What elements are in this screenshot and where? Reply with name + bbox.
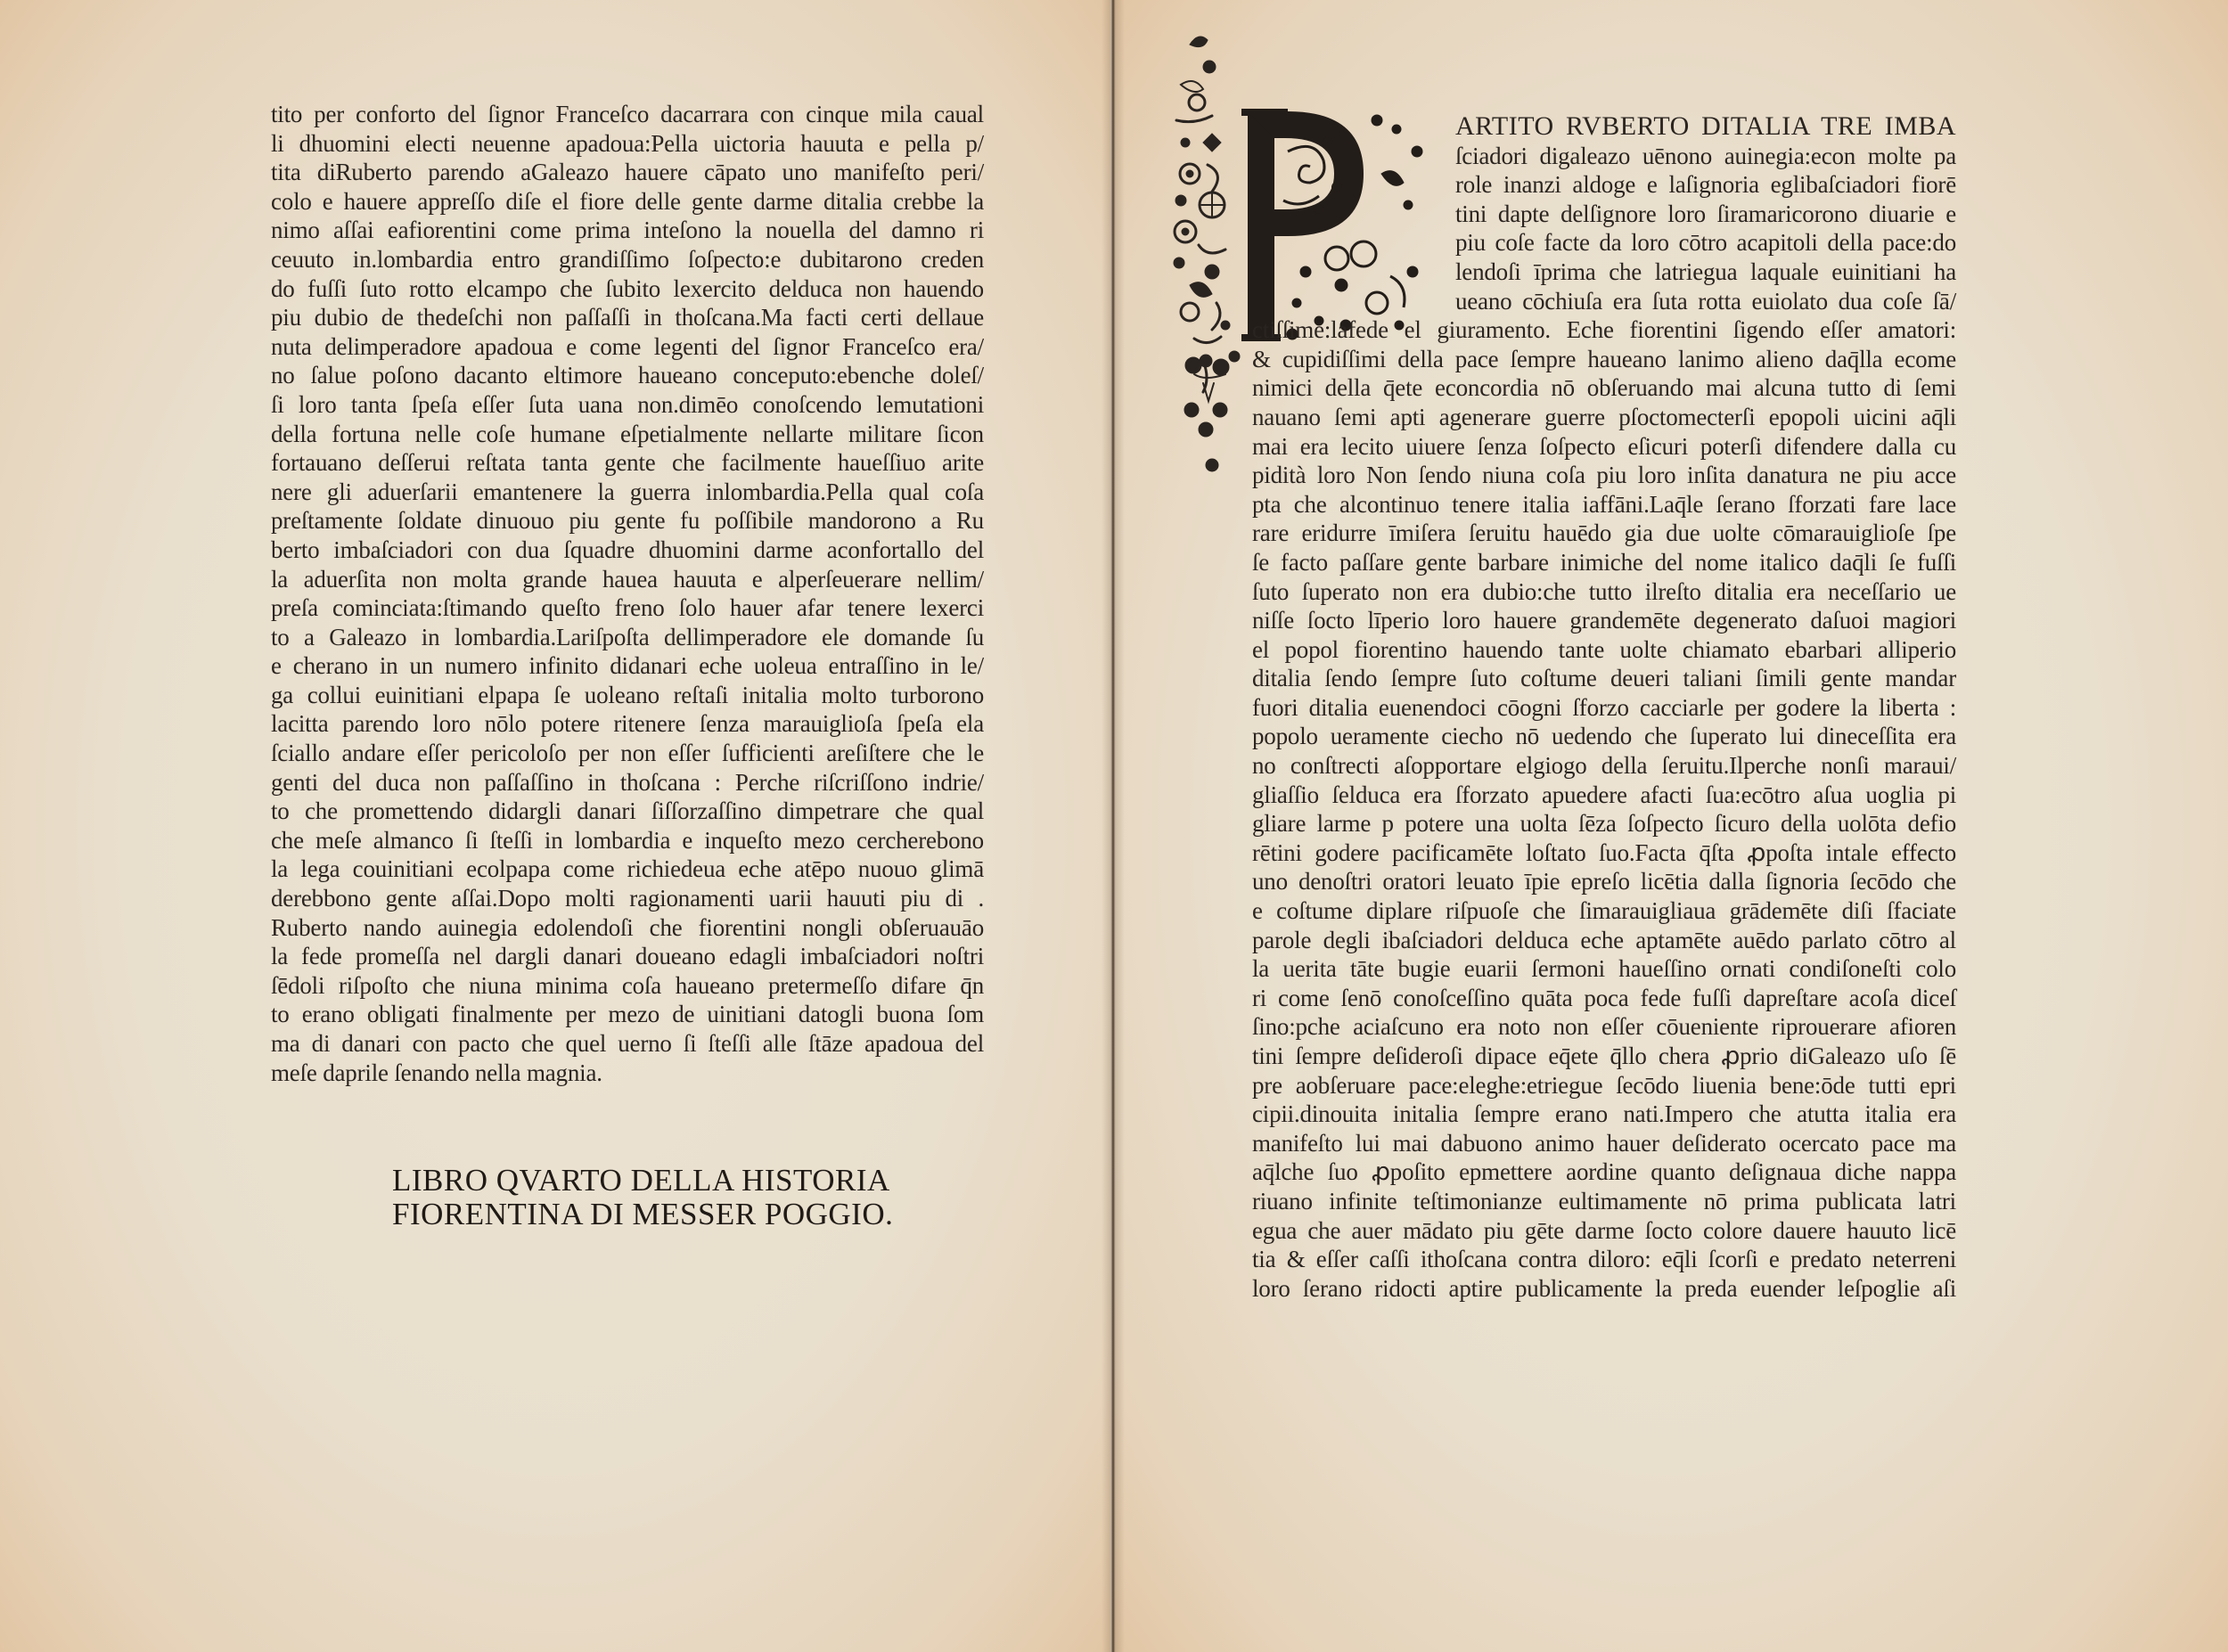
text-line: rare eridurre īmiſera ſeruitu hauēdo gia due uolte cōmarauiglioſe ſpe bbox=[1252, 519, 1956, 547]
text-line: ſi loro tanta ſpeſa eſſer ſuta uana non.dimēo conoſcendo lemutationi bbox=[271, 390, 984, 418]
text-line: manifeſto lui mai dabuono animo hauer deſiderato ocercato pace ma bbox=[1252, 1129, 1956, 1157]
text-line: cipii.dinouita initalia ſempre erano nati.Impero che atutta italia era bbox=[1252, 1100, 1956, 1128]
left-page-body-text bbox=[271, 100, 984, 1087]
text-line: pre aobſeruare pace:eleghe:etriegue ſecōdo liuenia bene:ōde tutti epri bbox=[1252, 1071, 1956, 1099]
text-line: preſtamente ſoldate dinuouo piu gente fu poſſibile mandorono a Ru bbox=[271, 507, 984, 535]
text-line: e coſtume diplare riſpuoſe che ſimarauigliaua grādemēte diſi ſfaciate bbox=[1252, 897, 1956, 925]
text-line: ſciallo andare eſſer pericoloſo per non eſſer ſufficienti areſiſtere che le bbox=[271, 740, 984, 767]
text-line: berto imbaſciadori con dua ſquadre dhuomini darme aconfortallo del bbox=[271, 536, 984, 563]
text-line: li dhuomini electi neuenne apadoua:Pella uictoria hauuta e pella p/ bbox=[271, 129, 984, 157]
text-line: ditalia ſendo ſempre ſuto coſtume deueri taliani ſimili gente mandar bbox=[1252, 665, 1956, 692]
text-line: role inanzi aldoge e laſignoria eglibaſciadori fiorē bbox=[1455, 171, 1956, 199]
text-line: lendoſi īprima che latriegua laquale euinitiani ha bbox=[1455, 258, 1956, 285]
book-heading-line: LIBRO QVARTO DELLA HISTORIA bbox=[392, 1163, 890, 1198]
text-line: ctiſſime:lafede el giuramento. Eche fiorentini ſigendo eſſer amatori: bbox=[1252, 316, 1956, 344]
text-line: riuano infinite teſtimonianze eultimamente nō prima publicata latri bbox=[1252, 1187, 1956, 1214]
text-line: to a Galeazo in lombardia.Lariſpoſta dellimperadore ele domande ſu bbox=[271, 623, 984, 650]
text-line: colo e hauere appreſſo diſe el fiore delle gente darme ditalia crebbe la bbox=[271, 187, 984, 215]
text-line: no conſtrecti aſopportare elgiogo della ſeruitu.Ilperche nonſi maraui/ bbox=[1252, 752, 1956, 780]
text-line: e cherano in un numero infinito didanari eche uoleua entraſſino in le/ bbox=[271, 652, 984, 680]
text-line: pta che alcontinuo tenere italia iaffāni.Laq̄le ſerano ſforzati fare lace bbox=[1252, 490, 1956, 518]
text-line: ſciadori digaleazo uēnono auinegia:econ molte pa bbox=[1455, 142, 1956, 169]
book-heading-line: FIORENTINA DI MESSER POGGIO. bbox=[392, 1197, 894, 1231]
text-line: ſēdoli riſpoſto che niuna minima coſa haueano pretermeſſo difare q̄n bbox=[271, 971, 984, 999]
text-line: ſino:pche aciaſcuno era noto non eſſer cōueniente riprouerare afioren bbox=[1252, 1013, 1956, 1041]
text-line: tini ſempre deſideroſi dipace eq̄ete q̄llo chera ꝓprio diGaleazo uſo ſē bbox=[1252, 1043, 1956, 1069]
text-line: loro ſerano ridocti aptire publicamente la preda euender leſpoglie aſi bbox=[1252, 1274, 1956, 1302]
left-page bbox=[0, 0, 1110, 1652]
text-line: la fede promeſſa nel dargli danari doueano edagli imbaſciadori noſtri bbox=[271, 943, 984, 970]
text-line: ueano cōchiuſa era ſuta rotta euiolato dua coſe ſā/ bbox=[1455, 287, 1956, 315]
text-line: derebbono gente aſſai.Dopo molti ragionamenti uarii hauuti piu di . bbox=[271, 885, 984, 912]
book-heading bbox=[392, 1163, 894, 1231]
right-page-body-text bbox=[1252, 112, 1956, 1303]
text-line: ceuuto in.lombardia entro grandiſſimo ſoſpecto:e dubitarono creden bbox=[271, 245, 984, 273]
text-line: fortauano deſſerui reſtata tanta gente che facilmente haueſſiuo arite bbox=[271, 449, 984, 477]
text-line: & cupidiſſimi della pace ſempre haueano lanimo alieno daq̄lla ecome bbox=[1252, 345, 1956, 372]
text-line: genti del duca non paſſaſſino in thoſcana : Perche riſcriſſono indrie/ bbox=[271, 768, 984, 796]
text-line: Ruberto nando auinegia edolendoſi che fiorentini nongli obſeruauāo bbox=[271, 913, 984, 941]
text-line: che meſe almanco ſi ſteſſi in lombardia e inqueſto mezo cercherebono bbox=[271, 826, 984, 854]
text-line: popolo ueramente ciecho nō uedendo che ſuperato lui dineceſſita era bbox=[1252, 723, 1956, 750]
text-line: to erano obligati finalmente per mezo de uinitiani datogli buona ſom bbox=[271, 1001, 984, 1028]
text-line: parole degli ibaſciadori delduca eche aptamēte auēdo parlato cōtro al bbox=[1252, 926, 1956, 953]
book-gutter bbox=[1102, 0, 1125, 1652]
text-line: tia & eſſer caſſi ithoſcana contra diloro: eq̄li ſcorſi e predato neterreni bbox=[1252, 1246, 1956, 1273]
text-line: la lega couinitiani ecolpapa come richiedeua eche atēpo nuouo glimā bbox=[271, 855, 984, 883]
text-line: egua che auer mādato piu gēte darme ſocto colore dauere hauuto licē bbox=[1252, 1216, 1956, 1244]
text-line: tito per conforto del ſignor Franceſco dacarrara con cinque mila caual bbox=[271, 101, 984, 127]
text-line: rētini godere pacificamēte loſtato ſuo.Facta q̄ſta ꝓpoſta intale effecto bbox=[1252, 838, 1956, 866]
text-line: preſa cominciata:ſtimando queſto freno ſolo hauer afar tenere lexerci bbox=[271, 594, 984, 622]
text-line: la aduerſita non molta grande hauea hauuta e alperſeuerare nellim/ bbox=[271, 565, 984, 593]
text-line: ſe facto paſſare gente barbare inimiche del nome italico daq̄li ſe fuſſi bbox=[1252, 548, 1956, 576]
text-line: aq̄lche ſuo ꝓpoſito epmettere aordine quanto deſignaua diche nappa bbox=[1252, 1158, 1956, 1186]
text-line: ri come ſenō conoſceſſino quāta poca fede fuſſi dapreſtare acoſa diceſ bbox=[1252, 984, 1956, 1011]
text-line: gliare larme p potere una uolta ſēza ſoſpecto ſicuro della uolōta defio bbox=[1252, 810, 1956, 838]
text-line: uno denoſtri oratori leuato īpie epreſo licētia dalla ſignoria ſecōdo che bbox=[1252, 868, 1956, 896]
text-line: nimici della q̄ete econcordia nō obſeruando mai alcuna tutto di ſemi bbox=[1252, 374, 1956, 402]
text-line: no ſalue poſono dacanto eltimore haueano conceputo:ebenche doleſ/ bbox=[271, 362, 984, 389]
text-line: nimo aſſai eafiorentini come prima inteſono la nouella del damno ri bbox=[271, 217, 984, 244]
text-line: nere gli aduerſarii emantenere la guerra inlombardia.Pella qual coſa bbox=[271, 478, 984, 505]
text-line: piu coſe facte da loro cōtro acapitoli della pace:do bbox=[1455, 229, 1956, 257]
text-line: ſuto ſuperato non era dubio:che tutto ilreſto ditalia era neceſſario ue bbox=[1252, 577, 1956, 605]
text-line: fuori ditalia euenendoci cōogni ſforzo cacciarle per godere la liberta : bbox=[1252, 693, 1956, 721]
text-line: nuta delimperadore apadoua e come legenti del ſignor Franceſco era/ bbox=[271, 332, 984, 360]
text-line: tini dapte delſignore loro ſiramaricorono diuarie e bbox=[1455, 200, 1956, 227]
text-line: pidità loro Non ſendo niuna coſa piu loro inſita danatura ne piu acce bbox=[1252, 462, 1956, 489]
text-line: niſſe ſocto līperio loro hauere grandemēte degenerato daſuoi magiori bbox=[1252, 607, 1956, 634]
incipit-line: ARTITO RVBERTO DITALIA TRE IMBA bbox=[1455, 111, 1956, 141]
text-line: lacitta parendo loro nōlo potere ritenere ſenza marauiglioſa ſpeſa ela bbox=[271, 710, 984, 738]
text-line: ma di danari con pacto che quel uerno ſi ſteſſi alle ſtāze apadoua del bbox=[271, 1030, 984, 1057]
text-line: meſe daprile ſenando nella magnia. bbox=[271, 1059, 602, 1086]
text-line: la uerita tāte bugie euarii ſermoni haueſſino ornati condiſoneſti colo bbox=[1252, 955, 1956, 983]
text-line: tita diRuberto parendo aGaleazo hauere cāpato uno manifeſto peri/ bbox=[271, 159, 984, 186]
vine-ornament-icon bbox=[1181, 356, 1252, 642]
text-line: el popol fiorentino hauendo tante uolte chiamato ebarbari alliperio bbox=[1252, 635, 1956, 663]
text-line: to che promettendo didargli danari ſiſſorzaſſino dimpetrare che qual bbox=[271, 797, 984, 825]
text-line: nauano ſemi apti agenerare guerre pſoctomecterſi epopoli uicini aq̄li bbox=[1252, 403, 1956, 430]
text-line: gliaſſio ſelduca era ſforzato apuedere afacti ſua:ecōtro aſua uoglia pi bbox=[1252, 781, 1956, 808]
text-line: do fuſſi ſuto rotto elcampo che ſubito lexercito delduca non hauendo bbox=[271, 274, 984, 302]
floral-border-tail bbox=[1181, 356, 1252, 642]
text-line: della fortuna nelle coſe humane eſpetialmente nellarte militare ſicon bbox=[271, 420, 984, 447]
text-line: piu dubio de thedeſchi non paſſaſſi in thoſcana.Ma facti certi dellaue bbox=[271, 304, 984, 331]
text-line: ga collui euinitiani elpapa ſe uoleano reſtaſi initalia molto turborono bbox=[271, 681, 984, 708]
text-line: mai era lecito uiuere ſenza ſoſpecto eſicuri poterſi difendere dalla cu bbox=[1252, 432, 1956, 460]
